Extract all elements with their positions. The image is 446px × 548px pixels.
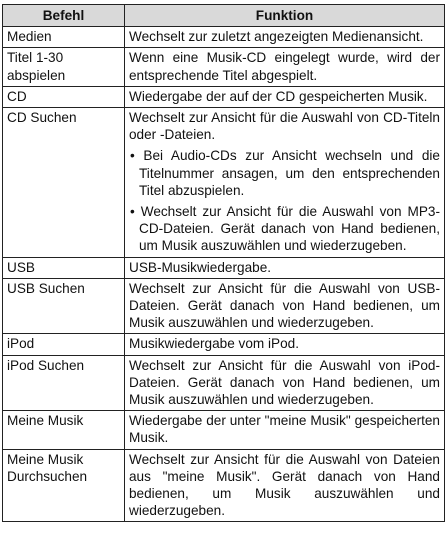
command-cell: USB <box>3 257 125 278</box>
voice-command-table <box>2 4 445 522</box>
function-cell <box>125 108 445 258</box>
function-cell: Wechselt zur Ansicht für die Auswahl von Dateien aus "meine Musik". Gerät danach von Hand bedienen, um Musik auszuwählen und wiederzugeben. <box>125 449 445 522</box>
table-row <box>3 449 445 522</box>
header-row <box>3 5 445 27</box>
table-row <box>3 86 445 107</box>
function-cell: USB-Musikwiedergabe. <box>125 257 445 278</box>
bullet-item: • Bei Audio-CDs zur Ansicht wechseln und die Titelnummer ansagen, um den entsprechenden Titel abzuspielen. <box>130 148 440 198</box>
command-cell: CD <box>3 86 125 107</box>
table-row <box>3 257 445 278</box>
function-text: Wechselt zur Ansicht für die Auswahl von CD-Titeln oder -Dateien. <box>129 110 440 143</box>
command-cell: iPod Suchen <box>3 355 125 411</box>
header-command: Befehl <box>3 5 125 27</box>
header-function: Funktion <box>125 5 445 27</box>
function-cell: Wechselt zur Ansicht für die Auswahl von USB-Dateien. Gerät danach von Hand bedienen, um Musik auszuwählen und wiederzugeben. <box>125 278 445 334</box>
command-cell: Meine Musik <box>3 411 125 449</box>
bullet-item: • Wechselt zur Ansicht für die Auswahl von MP3-CD-Dateien. Gerät danach von Hand bedienen, um Musik auszuwählen und wiederzugeben. <box>130 204 440 254</box>
command-cell: Titel 1-30 abspielen <box>3 48 125 86</box>
table-row <box>3 355 445 411</box>
function-cell: Wiedergabe der unter "meine Musik" gespeicherten Musik. <box>125 411 445 449</box>
table-row <box>3 278 445 334</box>
function-cell: Wechselt zur zuletzt angezeigten Medienansicht. <box>125 27 445 48</box>
table-row <box>3 411 445 449</box>
function-cell: Wenn eine Musik-CD eingelegt wurde, wird der entsprechende Titel abgespielt. <box>125 48 445 86</box>
command-cell: Meine Musik Durchsuchen <box>3 449 125 522</box>
table-row <box>3 48 445 86</box>
table-row <box>3 108 445 258</box>
table-row <box>3 27 445 48</box>
function-cell: Wechselt zur Ansicht für die Auswahl von iPod-Dateien. Gerät danach von Hand bedienen, um Musik auszuwählen und wiederzugeben. <box>125 355 445 411</box>
command-cell: CD Suchen <box>3 108 125 258</box>
function-cell: Wiedergabe der auf der CD gespeicherten Musik. <box>125 86 445 107</box>
command-cell: Medien <box>3 27 125 48</box>
command-cell: iPod <box>3 334 125 355</box>
command-cell: USB Suchen <box>3 278 125 334</box>
function-cell: Musikwiedergabe vom iPod. <box>125 334 445 355</box>
table-row <box>3 334 445 355</box>
